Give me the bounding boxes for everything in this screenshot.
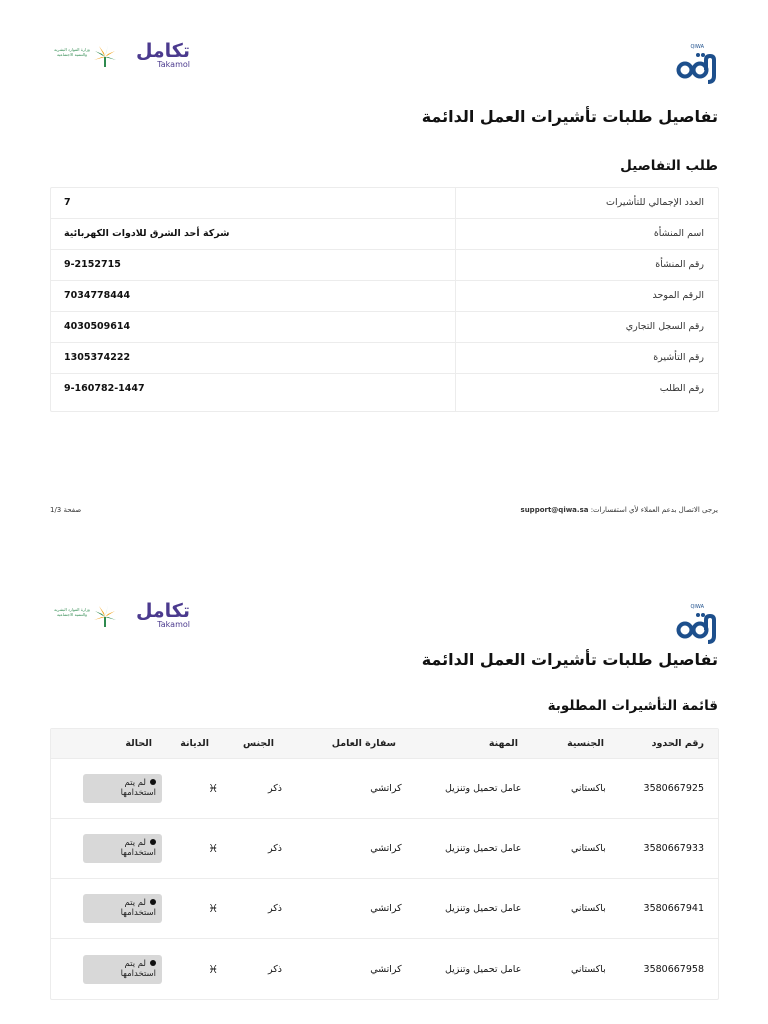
status-badge-text: لم يتم استخدامها [120,778,157,798]
details-row-establishment-number [51,250,718,281]
status-dot-icon [150,960,156,966]
status-dot-icon [150,839,156,845]
qiwa-mark-icon [676,50,720,84]
column-header-sex: الجنس [243,738,274,749]
takamol-logo-en: Takamol [157,620,190,629]
details-value: 7 [64,197,71,208]
hrsd-palm-icon [92,604,118,630]
takamol-logo-ar: تكامل [135,40,190,62]
cell-religion: ♓ [208,962,219,976]
support-email-link[interactable]: support@qiwa.sa [520,506,589,514]
details-label: رقم الطلب [455,374,718,411]
cell-religion: ♓ [208,902,219,915]
cell-profession: عامل تحميل وتنزيل [444,843,522,854]
status-badge [83,955,162,984]
cell-status [51,894,176,923]
qiwa-mark-icon [676,610,720,644]
cell-profession: عامل تحميل وتنزيل [444,963,522,975]
details-label: رقم التأشيرة [455,343,718,373]
takamol-logo [135,40,190,70]
qiwa-logo [676,604,720,644]
takamol-logo-en: Takamol [157,60,190,69]
cell-embassy: كراتشي [370,963,402,975]
details-value: 9-160782-1447 [64,383,145,394]
details-row-request-number [51,374,718,411]
visas-table-header [51,729,718,759]
hrsd-logo-text: وزارة الموارد البشرية والتنمية الاجتماعية [54,47,90,57]
status-badge [83,834,162,863]
cell-status [51,834,176,863]
cell-religion: ♓ [208,842,219,855]
cell-religion: ♓ [208,782,219,795]
cell-status [51,955,176,984]
status-badge-text: لم يتم استخدامها [120,898,157,918]
cell-nationality: باكستاني [570,963,606,975]
cell-profession: عامل تحميل وتنزيل [444,783,522,794]
cell-embassy: كراتشي [370,903,402,914]
details-row-visa-number [51,343,718,374]
details-value: 7034778444 [64,290,131,301]
column-header-profession: المهنة [488,738,518,749]
takamol-logo [135,600,190,630]
cell-nationality: باكستاني [570,843,606,854]
status-badge [83,894,162,923]
request-details-table [50,187,719,412]
cell-sex: ذكر [268,903,282,914]
cell-profession: عامل تحميل وتنزيل [444,903,522,914]
details-label: اسم المنشأة [455,219,718,249]
document-page-2 [0,560,768,1024]
page-number: صفحة 1/3 [50,506,82,514]
cell-embassy: كراتشي [370,783,402,794]
status-badge [83,774,162,803]
hrsd-logo [52,604,118,630]
column-header-religion: الديانة [180,738,209,749]
details-row-unified-number [51,281,718,312]
details-label: الرقم الموحد [455,281,718,311]
status-badge-text: لم يتم استخدامها [120,958,157,979]
column-header-status: الحالة [125,738,152,749]
table-row [51,879,718,939]
visas-table [50,728,719,1000]
support-text: يرجى الاتصال بدعم العملاء لأي استفسارات: [590,506,718,514]
hrsd-logo-text: وزارة الموارد البشرية والتنمية الاجتماعية [54,607,90,617]
details-label: رقم المنشأة [455,250,718,280]
cell-border-number: 3580667941 [643,903,704,914]
qiwa-logo-small-text: QIWA [690,604,704,610]
cell-sex: ذكر [268,783,282,794]
cell-embassy: كراتشي [370,843,402,854]
details-value: 4030509614 [64,321,131,332]
hrsd-palm-icon [92,44,118,70]
takamol-logo-ar: تكامل [135,600,190,622]
cell-nationality: باكستاني [570,783,606,794]
status-dot-icon [150,779,156,785]
support-footer [521,506,718,514]
cell-border-number: 3580667958 [643,963,704,975]
status-dot-icon [150,899,156,905]
column-header-nationality: الجنسية [567,738,604,749]
cell-sex: ذكر [268,963,282,975]
status-badge-text: لم يتم استخدامها [120,838,157,858]
details-label: رقم السجل التجاري [455,312,718,342]
details-value: 1305374222 [64,352,131,363]
column-header-embassy: سفارة العامل [331,738,396,749]
table-row [51,819,718,879]
cell-sex: ذكر [268,843,282,854]
details-value: شركة أحد الشرق للادوات الكهربائية [64,228,230,239]
section-title-details: طلب التفاصيل [620,158,718,174]
cell-border-number: 3580667933 [643,843,704,854]
qiwa-logo [676,44,720,84]
cell-nationality: باكستاني [570,903,606,914]
hrsd-logo [52,44,118,70]
details-row-total-visas [51,188,718,219]
page-title: تفاصيل طلبات تأشيرات العمل الدائمة [421,650,718,669]
section-title-visas: قائمة التأشيرات المطلوبة [547,698,718,714]
details-row-establishment-name [51,219,718,250]
details-value: 9-2152715 [64,259,121,270]
cell-border-number: 3580667925 [643,783,704,794]
table-row [51,939,718,999]
column-header-border-number: رقم الحدود [651,738,704,749]
details-row-cr-number [51,312,718,343]
table-row [51,759,718,819]
cell-status [51,774,176,803]
details-label: العدد الإجمالي للتأشيرات [455,188,718,218]
qiwa-logo-small-text: QIWA [690,44,704,50]
page-title: تفاصيل طلبات تأشيرات العمل الدائمة [421,107,718,126]
